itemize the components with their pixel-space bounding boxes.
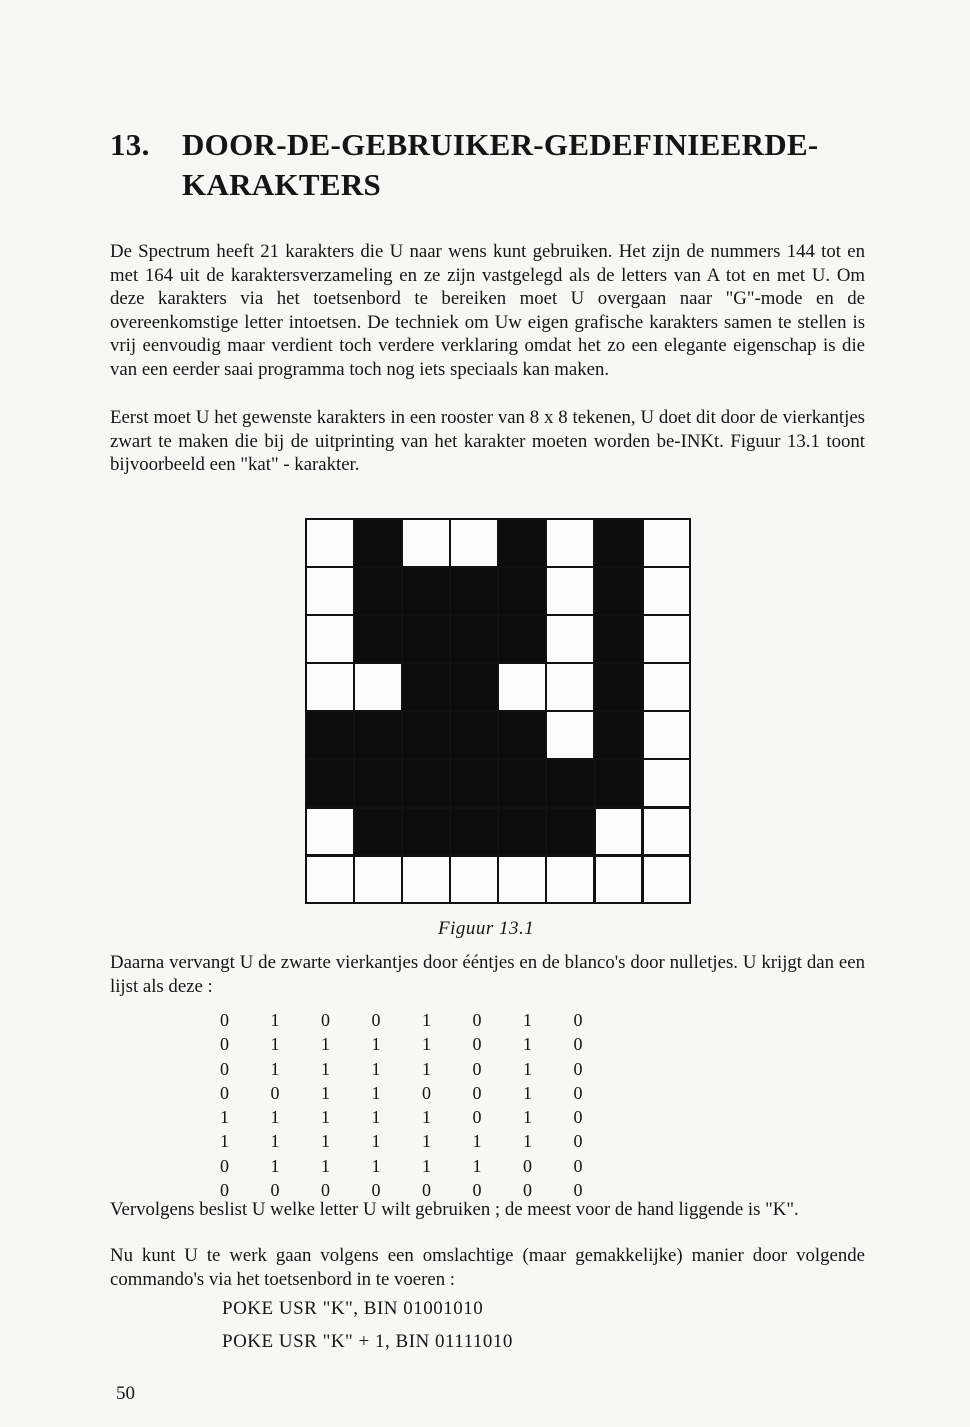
grid-cell-empty xyxy=(451,857,497,903)
binary-digit: 0 xyxy=(523,1180,532,1201)
binary-table xyxy=(206,1008,610,1202)
binary-digit: 0 xyxy=(321,1180,330,1201)
grid-cell-empty xyxy=(547,568,593,614)
binary-digit: 1 xyxy=(321,1155,330,1176)
paragraph-binary-conversion: Daarna vervangt U de zwarte vierkantjes door ééntjes en de blanco's door nulletjes. U krijgt dan een lijst als deze : xyxy=(110,952,865,997)
binary-digit: 1 xyxy=(422,1155,431,1176)
grid-cell-empty xyxy=(547,712,593,758)
grid-cell-filled xyxy=(307,760,353,806)
binary-row xyxy=(206,1032,610,1056)
grid-cell-empty xyxy=(307,520,353,566)
grid-cell-filled xyxy=(499,520,545,566)
grid-cell-empty xyxy=(451,520,497,566)
grid-cell-filled xyxy=(403,568,449,614)
binary-digit: 0 xyxy=(472,1107,482,1128)
binary-digit: 0 xyxy=(422,1180,431,1201)
grid-cell-filled xyxy=(355,712,401,758)
binary-digit: 1 xyxy=(270,1107,280,1128)
grid-cell-filled xyxy=(596,568,642,614)
binary-digit: 0 xyxy=(472,1058,482,1079)
grid-cell-filled xyxy=(355,616,401,662)
binary-digit: 0 xyxy=(472,1082,482,1103)
grid-cell-filled xyxy=(596,664,642,710)
binary-digit: 1 xyxy=(472,1155,482,1176)
binary-digit: 0 xyxy=(573,1082,583,1103)
binary-digit: 1 xyxy=(523,1058,532,1079)
grid-cell-empty xyxy=(644,712,690,758)
binary-digit: 1 xyxy=(220,1131,229,1152)
grid-cell-empty xyxy=(403,520,449,566)
grid-cell-filled xyxy=(451,568,497,614)
binary-digit: 1 xyxy=(270,1034,280,1055)
binary-digit: 0 xyxy=(321,1010,330,1030)
binary-digit: 1 xyxy=(371,1058,381,1079)
binary-digit: 0 xyxy=(573,1010,583,1030)
binary-digit: 0 xyxy=(220,1155,229,1176)
grid-cell-empty xyxy=(644,664,690,710)
grid-cell-filled xyxy=(355,760,401,806)
paragraph-intro: De Spectrum heeft 21 karakters die U naar wens kunt gebruiken. Het zijn de nummers 144 tot en met 164 uit de karaktersverzameling en ze zijn vastgelegd als de letters van A tot en met U. Om deze karakters via het toetsenbord te bereiken moet U overgaan naar "G"-mode en de overeenkomstige letter intoetsen. De techniek om Uw eigen grafische karakters samen te stellen is vrij eenvoudig maar verdient toch verdere verklaring omdat het zo een elegante eigenschap is die van een eerder saai programma toch nog iets speciaals kan maken. xyxy=(110,241,865,380)
binary-digit: 1 xyxy=(422,1034,431,1055)
grid-cell-empty xyxy=(644,809,690,855)
code-line-1: POKE USR "K", BIN 01001010 xyxy=(222,1298,484,1319)
binary-digit: 0 xyxy=(371,1010,381,1030)
grid-cell-filled xyxy=(451,760,497,806)
grid-cell-empty xyxy=(547,664,593,710)
grid-cell-filled xyxy=(499,809,545,855)
binary-digit: 1 xyxy=(220,1107,229,1128)
grid-cell-empty xyxy=(644,520,690,566)
grid-cell-empty xyxy=(307,664,353,710)
binary-row xyxy=(206,1129,610,1153)
grid-cell-filled xyxy=(355,520,401,566)
binary-digit: 1 xyxy=(422,1107,431,1128)
binary-digit: 0 xyxy=(220,1010,229,1030)
grid-cell-filled xyxy=(596,616,642,662)
figure-caption: Figuur 13.1 xyxy=(438,918,535,939)
grid-cell-empty xyxy=(547,616,593,662)
binary-digit: 0 xyxy=(573,1180,583,1201)
binary-row xyxy=(206,1057,610,1081)
chapter-number: 13. xyxy=(110,127,150,162)
binary-digit: 1 xyxy=(270,1058,280,1079)
grid-cell-filled xyxy=(403,760,449,806)
binary-digit: 1 xyxy=(321,1107,330,1128)
paragraph-letter-choice: Vervolgens beslist U welke letter U wilt gebruiken ; de meest voor de hand liggende is "K". xyxy=(110,1199,799,1220)
grid-cell-empty xyxy=(403,857,449,903)
grid-cell-empty xyxy=(499,857,545,903)
grid-cell-empty xyxy=(355,664,401,710)
binary-row xyxy=(206,1008,610,1032)
binary-digit: 1 xyxy=(371,1034,381,1055)
binary-digit: 0 xyxy=(573,1107,583,1128)
binary-digit: 0 xyxy=(472,1180,482,1201)
binary-digit: 1 xyxy=(371,1155,381,1176)
binary-digit: 1 xyxy=(523,1107,532,1128)
grid-cell-empty xyxy=(307,809,353,855)
character-grid-figure xyxy=(305,518,691,904)
binary-digit: 0 xyxy=(220,1058,229,1079)
grid-cell-filled xyxy=(596,520,642,566)
binary-digit: 1 xyxy=(371,1131,381,1152)
binary-row xyxy=(206,1105,610,1129)
grid-cell-filled xyxy=(499,616,545,662)
binary-digit: 1 xyxy=(270,1131,280,1152)
grid-cell-empty xyxy=(644,760,690,806)
binary-digit: 0 xyxy=(573,1131,583,1152)
binary-digit: 1 xyxy=(321,1131,330,1152)
binary-digit: 0 xyxy=(371,1180,381,1201)
binary-digit: 1 xyxy=(270,1010,280,1030)
grid-cell-empty xyxy=(499,664,545,710)
binary-digit: 0 xyxy=(573,1155,583,1176)
grid-cell-filled xyxy=(451,616,497,662)
paragraph-commands: Nu kunt U te werk gaan volgens een omslachtige (maar gemakkelijke) manier door volgende commando's via het toetsenbord in te voeren : xyxy=(110,1245,865,1290)
binary-digit: 1 xyxy=(422,1131,431,1152)
grid-cell-empty xyxy=(644,616,690,662)
page-number: 50 xyxy=(116,1383,135,1404)
grid-cell-empty xyxy=(596,809,642,855)
chapter-title-line-1: DOOR-DE-GEBRUIKER-GEDEFINIEERDE- xyxy=(182,127,819,162)
grid-cell-filled xyxy=(403,616,449,662)
grid-cell-filled xyxy=(499,712,545,758)
binary-digit: 1 xyxy=(371,1082,381,1103)
chapter-title-line-2: KARAKTERS xyxy=(182,167,382,202)
grid-cell-filled xyxy=(403,712,449,758)
grid-cell-empty xyxy=(596,857,642,903)
grid-cell-empty xyxy=(355,857,401,903)
code-line-2: POKE USR "K" + 1, BIN 01111010 xyxy=(222,1331,513,1352)
grid-cell-filled xyxy=(355,568,401,614)
grid-cell-empty xyxy=(307,616,353,662)
grid-cell-filled xyxy=(547,760,593,806)
binary-digit: 1 xyxy=(472,1131,482,1152)
binary-digit: 1 xyxy=(422,1010,431,1030)
binary-digit: 0 xyxy=(270,1180,280,1201)
binary-digit: 0 xyxy=(472,1010,482,1030)
binary-digit: 0 xyxy=(220,1082,229,1103)
grid-cell-filled xyxy=(596,760,642,806)
grid-cell-empty xyxy=(307,568,353,614)
binary-digit: 1 xyxy=(422,1058,431,1079)
binary-digit: 0 xyxy=(220,1180,229,1201)
binary-digit: 0 xyxy=(422,1082,431,1103)
binary-digit: 1 xyxy=(523,1131,532,1152)
binary-digit: 0 xyxy=(220,1034,229,1055)
grid-cell-filled xyxy=(499,760,545,806)
grid-cell-empty xyxy=(644,568,690,614)
binary-digit: 1 xyxy=(321,1058,330,1079)
grid-cell-filled xyxy=(499,568,545,614)
grid-cell-empty xyxy=(307,857,353,903)
binary-digit: 1 xyxy=(371,1107,381,1128)
binary-digit: 0 xyxy=(573,1034,583,1055)
grid-cell-filled xyxy=(355,809,401,855)
chapter-title xyxy=(182,125,872,205)
binary-digit: 0 xyxy=(573,1058,583,1079)
binary-digit: 0 xyxy=(270,1082,280,1103)
binary-digit: 1 xyxy=(321,1082,330,1103)
grid-cell-filled xyxy=(307,712,353,758)
grid-cell-filled xyxy=(451,712,497,758)
binary-digit: 1 xyxy=(523,1082,532,1103)
grid-cell-filled xyxy=(547,809,593,855)
grid-cell-filled xyxy=(403,809,449,855)
grid-cell-filled xyxy=(451,809,497,855)
binary-digit: 0 xyxy=(472,1034,482,1055)
binary-row xyxy=(206,1154,610,1178)
binary-row xyxy=(206,1081,610,1105)
binary-digit: 0 xyxy=(523,1155,532,1176)
grid-cell-filled xyxy=(403,664,449,710)
binary-digit: 1 xyxy=(321,1034,330,1055)
binary-digit: 1 xyxy=(270,1155,280,1176)
binary-digit: 1 xyxy=(523,1034,532,1055)
grid-cell-empty xyxy=(644,857,690,903)
grid-cell-filled xyxy=(596,712,642,758)
grid-cell-empty xyxy=(547,520,593,566)
grid-cell-empty xyxy=(547,857,593,903)
grid-cell-filled xyxy=(451,664,497,710)
paragraph-grid-instructions: Eerst moet U het gewenste karakters in een rooster van 8 x 8 tekenen, U doet dit door de vierkantjes zwart te maken die bij de uitprinting van het karakter moeten worden be-INKt. Figuur 13.1 toont bijvoorbeeld een "kat" - karakter. xyxy=(110,407,865,476)
binary-digit: 1 xyxy=(523,1010,532,1030)
